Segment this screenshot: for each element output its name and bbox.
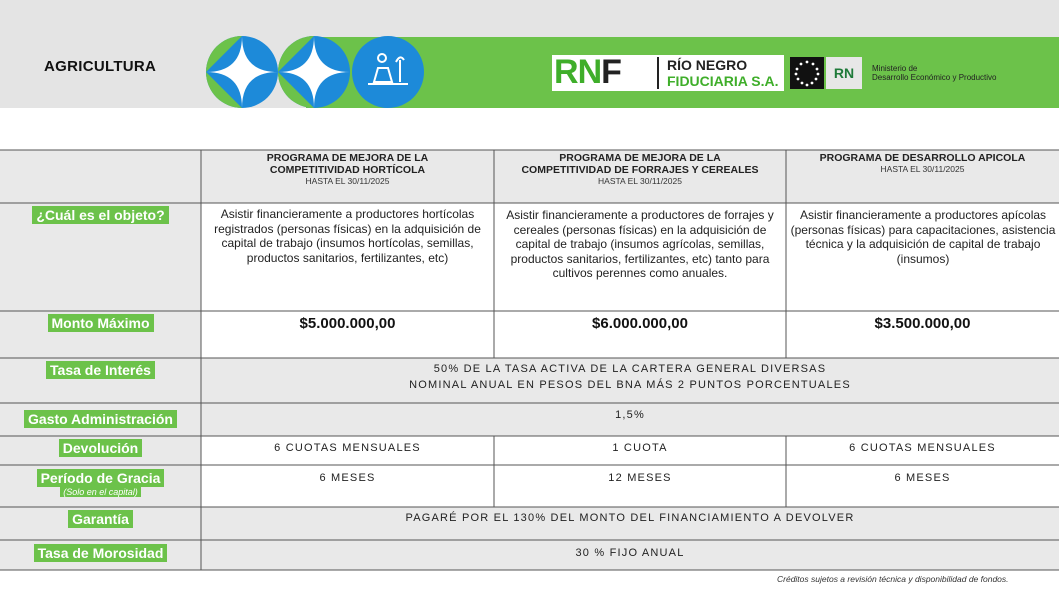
- rnf-name-line2: FIDUCIARIA S.A.: [667, 73, 779, 89]
- row-label-morosidad: Tasa de Morosidad: [0, 544, 201, 568]
- row-label-devolucion: Devolución: [0, 439, 201, 463]
- row-label-garantia: Garantía: [0, 510, 201, 534]
- gracia-forrajes: 12 MESES: [608, 472, 672, 484]
- objeto-apicola: Asistir financieramente a productores apícolas (personas físicas) para capacitaciones, asistencia técnica y la adquisición de capital de trabajo (insumos): [790, 208, 1056, 266]
- morosidad-value: 30 % FIJO ANUAL: [575, 547, 685, 559]
- gasto-value: 1,5%: [615, 409, 645, 421]
- row-label-objeto: ¿Cuál es el objeto?: [0, 206, 201, 236]
- monto-horticola: $5.000.000,00: [299, 315, 396, 332]
- rnf-name-line1: RÍO NEGRO: [667, 57, 748, 73]
- gracia-apicola: 6 MESES: [894, 472, 951, 484]
- program-header-horticola: PROGRAMA DE MEJORA DE LA COMPETITIVIDAD HORTÍCOLA HASTA EL 30/11/2025: [266, 152, 429, 186]
- row-label-gracia: Período de Gracia (Solo en el capital): [0, 469, 201, 505]
- row-label-monto: Monto Máximo: [0, 314, 201, 338]
- monto-apicola: $3.500.000,00: [874, 315, 971, 332]
- row-label-gasto: Gasto Administración: [0, 410, 201, 434]
- row-sublabel-gracia: (Solo en el capital): [60, 487, 141, 497]
- row-label-tasa: Tasa de Interés: [0, 361, 201, 385]
- tasa-value: 50% DE LA TASA ACTIVA DE LA CARTERA GENERAL DIVERSAS NOMINAL ANUAL EN PESOS DEL BNA MÁS 2 PUNTOS PORCENTUALES: [409, 363, 851, 391]
- devolucion-horticola: 6 CUOTAS MENSUALES: [274, 442, 421, 454]
- agriculture-label: AGRICULTURA: [44, 58, 157, 75]
- footnote: Créditos sujetos a revisión técnica y disponibilidad de fondos.: [777, 574, 1009, 584]
- gracia-horticola: 6 MESES: [319, 472, 376, 484]
- rn-badge: RN: [826, 57, 862, 89]
- monto-forrajes: $6.000.000,00: [592, 315, 688, 332]
- objeto-horticola: Asistir financieramente a productores hortícolas registrados (personas físicas) en la adquisición de capital de trabajo (insumos hortícolas, semillas, productos sanitarios, fertilizantes, etc): [214, 207, 481, 265]
- devolucion-apicola: 6 CUOTAS MENSUALES: [849, 442, 996, 454]
- program-header-apicola: PROGRAMA DE DESARROLLO APICOLA HASTA EL 30/11/2025: [819, 152, 1026, 174]
- ministry-label: Ministerio de Desarrollo Económico y Productivo: [872, 64, 997, 82]
- objeto-forrajes: Asistir financieramente a productores de forrajes y cereales (personas físicas) en la adquisición de capital de trabajo (insumos agrícolas, semillas, productos sanitarios, fertilizantes, etc) tanto para cultivos perennes como anuales.: [506, 208, 774, 280]
- devolucion-forrajes: 1 CUOTA: [612, 442, 668, 454]
- program-header-forrajes: PROGRAMA DE MEJORA DE LA COMPETITIVIDAD DE FORRAJES Y CEREALES HASTA EL 30/11/2025: [521, 152, 759, 186]
- garantia-value: PAGARÉ POR EL 130% DEL MONTO DEL FINANCIAMIENTO A DEVOLVER: [405, 512, 855, 524]
- rnf-logo-letters: RNF: [554, 53, 621, 91]
